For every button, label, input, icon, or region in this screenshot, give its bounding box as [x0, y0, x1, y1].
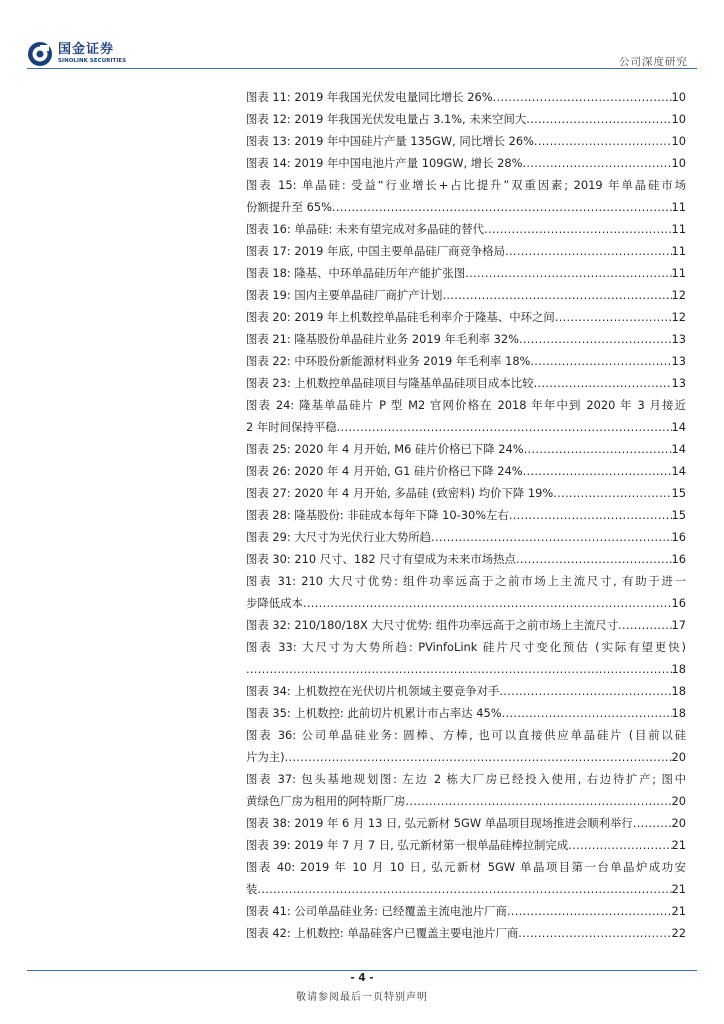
- toc-entry[interactable]: [246, 108, 686, 130]
- toc-entry[interactable]: [246, 856, 686, 900]
- toc-leader-dots: [507, 900, 672, 922]
- toc-entry-label: 图表 39: 2019 年 7 月 7 日, 弘元新材第一根单晶硅棒拉制完成: [246, 838, 569, 852]
- toc-entry[interactable]: [246, 922, 686, 944]
- toc-leader-dots: [465, 262, 671, 284]
- disclaimer-note: 敬请参阅最后一页特别声明: [296, 992, 428, 1003]
- toc-page-number: 17: [671, 618, 686, 632]
- toc-entry[interactable]: [246, 570, 686, 614]
- toc-entry[interactable]: [246, 438, 686, 460]
- toc-page-number: 12: [671, 288, 686, 302]
- toc-leader-dots: [519, 328, 672, 350]
- toc-entry[interactable]: [246, 350, 686, 372]
- toc-leader-dots: [337, 416, 672, 438]
- toc-entry-label: 图表 16: 单晶硅: 未来有望完成对多晶硅的替代: [246, 222, 485, 236]
- toc-entry[interactable]: [246, 262, 686, 284]
- toc-entry-title-line: 图表 33: 大尺寸为大势所趋: PVinfoLink 硅片尺寸变化预估 (实际有望更快): [246, 640, 686, 654]
- toc-entry-label: 图表 17: 2019 年底, 中国主要单晶硅厂商竞争格局: [246, 244, 506, 258]
- report-type-label: 公司深度研究: [619, 56, 688, 68]
- toc-entry[interactable]: [246, 680, 686, 702]
- toc-leader-dots: [257, 878, 671, 900]
- toc-entry-title-line: 图表 31: 210 大尺寸优势: 组件功率远高于之前市场上主流尺寸, 有助于进一: [246, 574, 686, 588]
- toc-entry-label: 图表 38: 2019 年 6 月 13 日, 弘元新材 5GW 单晶项目现场推进会顺利举行: [246, 816, 633, 830]
- toc-entry-label: 图表 11: 2019 年我国光伏发电量同比增长 26%: [246, 90, 493, 104]
- toc-page-number: 13: [671, 376, 686, 390]
- toc-page-number: 11: [671, 266, 686, 280]
- toc-entry-label: 图表 32: 210/180/18X 大尺寸优势: 组件功率远高于之前市场上主流尺寸: [246, 618, 619, 632]
- toc-page-number: 18: [671, 662, 686, 676]
- toc-entry-title-line: 图表 36: 公司单晶硅业务: 圆棒、方棒, 也可以直接供应单晶硅片 (目前以硅: [246, 728, 686, 742]
- toc-entry[interactable]: [246, 152, 686, 174]
- sinolink-logo-icon: [27, 41, 53, 67]
- toc-entry-label: 份额提升至 65%: [246, 200, 332, 214]
- figure-list: [246, 86, 686, 944]
- toc-entry[interactable]: [246, 460, 686, 482]
- toc-page-number: 14: [671, 442, 686, 456]
- toc-leader-dots: [405, 790, 671, 812]
- toc-entry[interactable]: [246, 394, 686, 438]
- toc-entry-label: 图表 23: 上机数控单晶硅项目与隆基单晶硅项目成本比较: [246, 376, 534, 390]
- toc-leader-dots: [246, 658, 672, 680]
- header-divider: [27, 68, 697, 69]
- toc-leader-dots: [534, 372, 672, 394]
- toc-page-number: 10: [671, 134, 686, 148]
- toc-entry-label: 图表 35: 上机数控: 此前切片机累计市占率达 45%: [246, 706, 502, 720]
- toc-entry[interactable]: [246, 812, 686, 834]
- toc-entry-label: 图表 34: 上机数控在光伏切片机领域主要竞争对手: [246, 684, 500, 698]
- footer-divider: [27, 970, 697, 971]
- toc-leader-dots: [509, 504, 672, 526]
- toc-leader-dots: [442, 284, 671, 306]
- toc-entry[interactable]: [246, 86, 686, 108]
- toc-page-number: 16: [671, 552, 686, 566]
- toc-entry-label: 图表 25: 2020 年 4 月开始, M6 硅片价格已下降 24%: [246, 442, 524, 456]
- toc-entry-label: 图表 13: 2019 年中国硅片产量 135GW, 同比增长 26%: [246, 134, 534, 148]
- toc-page-number: 15: [671, 486, 686, 500]
- toc-entry-label: 2 年时间保持平稳: [246, 420, 337, 434]
- toc-leader-dots: [523, 152, 672, 174]
- toc-entry[interactable]: [246, 526, 686, 548]
- toc-leader-dots: [502, 702, 672, 724]
- toc-entry-label: 图表 26: 2020 年 4 月开始, G1 硅片价格已下降 24%: [246, 464, 523, 478]
- toc-leader-dots: [431, 526, 671, 548]
- toc-entry-title-line: 图表 37: 包头基地规划图: 左边 2 栋大厂房已经投入使用, 右边待扩产; 图中: [246, 772, 686, 786]
- toc-leader-dots: [332, 196, 672, 218]
- toc-leader-dots: [518, 922, 671, 944]
- toc-page-number: 21: [671, 838, 686, 852]
- toc-leader-dots: [516, 548, 672, 570]
- toc-leader-dots: [499, 680, 671, 702]
- toc-entry[interactable]: [246, 636, 686, 680]
- toc-leader-dots: [555, 306, 672, 328]
- toc-leader-dots: [618, 614, 671, 636]
- toc-leader-dots: [568, 834, 671, 856]
- toc-leader-dots: [530, 350, 671, 372]
- toc-entry[interactable]: [246, 372, 686, 394]
- toc-entry-label: 图表 18: 隆基、中环单晶硅历年产能扩张图: [246, 266, 466, 280]
- toc-entry-label: 图表 12: 2019 年我国光伏发电量占 3.1%, 未来空间大: [246, 112, 527, 126]
- toc-leader-dots: [553, 482, 671, 504]
- page-header: [0, 0, 724, 80]
- toc-entry-label: 图表 42: 上机数控: 单晶硅客户已覆盖主要电池片厂商: [246, 926, 519, 940]
- toc-leader-dots: [493, 86, 672, 108]
- toc-entry[interactable]: [246, 548, 686, 570]
- toc-entry-label: 装: [246, 882, 258, 896]
- toc-entry-label: 图表 19: 国内主要单晶硅厂商扩产计划: [246, 288, 443, 302]
- toc-page-number: 10: [671, 112, 686, 126]
- toc-entry-label: 图表 21: 隆基股份单晶硅片业务 2019 年毛利率 32%: [246, 332, 519, 346]
- toc-entry-label: 图表 29: 大尺寸为光伏行业大势所趋: [246, 530, 432, 544]
- toc-entry[interactable]: [246, 328, 686, 350]
- toc-page-number: 11: [671, 200, 686, 214]
- toc-leader-dots: [505, 240, 671, 262]
- toc-entry[interactable]: [246, 218, 686, 240]
- toc-page-number: 14: [671, 464, 686, 478]
- toc-entry-label: 图表 14: 2019 年中国电池片产量 109GW, 增长 28%: [246, 156, 523, 170]
- toc-page-number: 13: [671, 354, 686, 368]
- toc-entry-title-line: 图表 15: 单晶硅: 受益“行业增长+占比提升”双重因素; 2019 年单晶硅市场: [246, 178, 686, 192]
- toc-leader-dots: [523, 460, 672, 482]
- toc-entry-title-line: 图表 24: 隆基单晶硅片 P 型 M2 官网价格在 2018 年年中到 2020 年 3 月接近: [246, 398, 686, 412]
- toc-leader-dots: [285, 746, 672, 768]
- page-number: - 4 -: [350, 972, 374, 984]
- toc-entry[interactable]: [246, 614, 686, 636]
- toc-entry-label: 图表 28: 隆基股份: 非硅成本每年下降 10-30%左右: [246, 508, 509, 522]
- toc-page-number: 10: [671, 156, 686, 170]
- toc-leader-dots: [524, 438, 672, 460]
- toc-entry[interactable]: [246, 284, 686, 306]
- toc-page-number: 18: [671, 684, 686, 698]
- toc-entry-label: 片为主): [246, 750, 285, 764]
- logo-chinese-name: 国金证券: [58, 42, 115, 58]
- toc-entry[interactable]: [246, 900, 686, 922]
- toc-entry[interactable]: [246, 724, 686, 768]
- toc-leader-dots: [484, 218, 671, 240]
- toc-entry-title-line: 图表 40: 2019 年 10 月 10 日, 弘元新材 5GW 单晶项目第一台单晶炉成功安: [246, 860, 686, 874]
- toc-leader-dots: [526, 108, 671, 130]
- logo-english-name: SINOLINK SECURITIES: [58, 58, 127, 65]
- toc-page-number: 14: [671, 420, 686, 434]
- toc-entry[interactable]: [246, 768, 686, 812]
- toc-entry[interactable]: [246, 504, 686, 526]
- toc-page-number: 11: [671, 222, 686, 236]
- toc-entry-label: 图表 20: 2019 年上机数控单晶硅毛利率介于隆基、中环之间: [246, 310, 555, 324]
- toc-leader-dots: [534, 130, 672, 152]
- toc-entry-label: 图表 30: 210 尺寸、182 尺寸有望成为未来市场热点: [246, 552, 516, 566]
- toc-entry[interactable]: [246, 702, 686, 724]
- toc-page-number: 22: [671, 926, 686, 940]
- toc-page-number: 21: [671, 882, 686, 896]
- toc-entry-label: 图表 41: 公司单晶硅业务: 已经覆盖主流电池片厂商: [246, 904, 507, 918]
- toc-page-number: 16: [671, 596, 686, 610]
- toc-entry[interactable]: [246, 174, 686, 218]
- toc-entry-label: 步降低成本: [246, 596, 303, 610]
- toc-page-number: 18: [671, 706, 686, 720]
- toc-page-number: 16: [671, 530, 686, 544]
- toc-page-number: 11: [671, 244, 686, 258]
- toc-page-number: 15: [671, 508, 686, 522]
- toc-page-number: 20: [671, 750, 686, 764]
- toc-page-number: 20: [671, 816, 686, 830]
- toc-entry[interactable]: [246, 130, 686, 152]
- toc-page-number: 12: [671, 310, 686, 324]
- company-logo: [27, 41, 126, 67]
- toc-entry-label: 图表 27: 2020 年 4 月开始, 多晶硅 (致密料) 均价下降 19%: [246, 486, 554, 500]
- toc-page-number: 10: [671, 90, 686, 104]
- toc-page-number: 13: [671, 332, 686, 346]
- toc-entry[interactable]: [246, 240, 686, 262]
- toc-entry[interactable]: [246, 306, 686, 328]
- toc-leader-dots: [633, 812, 672, 834]
- toc-page-number: 20: [671, 794, 686, 808]
- toc-entry-label: 图表 22: 中环股份新能源材料业务 2019 年毛利率 18%: [246, 354, 531, 368]
- toc-leader-dots: [303, 592, 672, 614]
- toc-entry-label: 黄绿色厂房为租用的阿特斯厂房: [246, 794, 406, 808]
- toc-entry[interactable]: [246, 482, 686, 504]
- toc-page-number: 21: [671, 904, 686, 918]
- toc-entry[interactable]: [246, 834, 686, 856]
